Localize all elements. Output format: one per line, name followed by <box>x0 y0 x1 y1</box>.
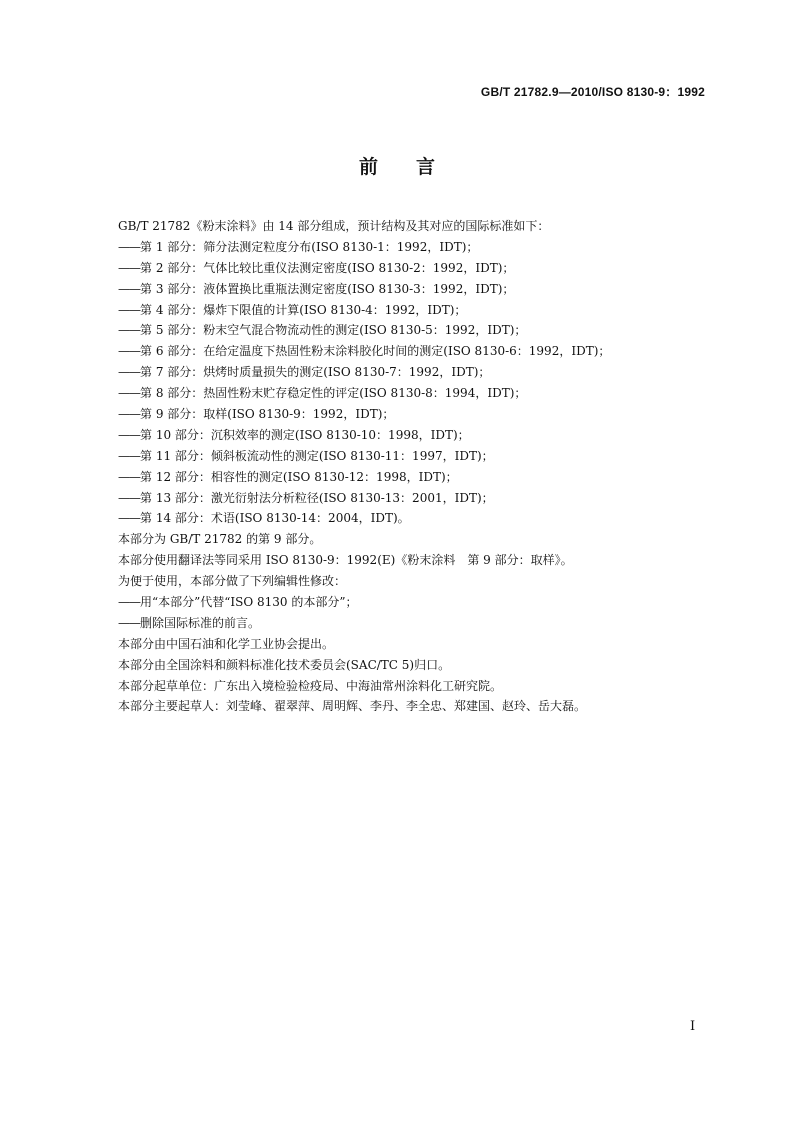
list-item <box>118 279 718 300</box>
dash-mark: —— <box>118 595 140 610</box>
foreword-body <box>118 216 718 717</box>
list-item <box>118 488 718 509</box>
list-item-text: 用“本部分”代替“ISO 8130 的本部分”； <box>140 595 358 610</box>
list-item <box>118 592 718 613</box>
list-item-text: 第 5 部分：粉末空气混合物流动性的测定(ISO 8130-5：1992，IDT)； <box>140 323 527 338</box>
list-item <box>118 467 718 488</box>
list-item-text: 删除国际标准的前言。 <box>140 615 261 630</box>
list-item-text: 第 8 部分：热固性粉末贮存稳定性的评定(ISO 8130-8：1994，IDT)； <box>140 386 527 401</box>
dash-mark: —— <box>118 511 140 526</box>
page-number: I <box>690 1019 696 1034</box>
list-item <box>118 508 718 529</box>
edit-intro-paragraph: 为便于使用，本部分做了下列编辑性修改： <box>118 574 347 589</box>
dash-mark: —— <box>118 427 140 442</box>
page-title: 前言 <box>358 156 473 178</box>
list-item <box>118 341 718 362</box>
dash-mark: —— <box>118 344 140 359</box>
drafters-paragraph: 本部分主要起草人：刘莹峰、翟翠萍、周明辉、李丹、李全忠、郑建国、赵玲、岳大磊。 <box>118 699 587 714</box>
list-item <box>118 425 718 446</box>
adoption-paragraph: 本部分使用翻译法等同采用 ISO 8130-9：1992(E)《粉末涂料 第 9 部分：取样》。 <box>118 553 573 568</box>
list-item <box>118 446 718 467</box>
drafting-units-paragraph: 本部分起草单位：广东出入境检验检疫局、中海油常州涂料化工研究院。 <box>118 678 503 693</box>
this-part-paragraph: 本部分为 GB/T 21782 的第 9 部分。 <box>118 532 322 547</box>
intro-paragraph: GB/T 21782《粉末涂料》由 14 部分组成，预计结构及其对应的国际标准如下： <box>118 219 550 233</box>
list-item-text: 第 7 部分：烘烤时质量损失的测定(ISO 8130-7：1992，IDT)； <box>140 365 491 380</box>
list-item-text: 第 1 部分：筛分法测定粒度分布(ISO 8130-1：1992，IDT)； <box>140 239 479 254</box>
dash-mark: —— <box>118 469 140 484</box>
list-item-text: 第 9 部分：取样(ISO 8130-9：1992，IDT)； <box>140 407 395 422</box>
dash-mark: —— <box>118 281 140 296</box>
list-item-text: 第 11 部分：倾斜板流动性的测定(ISO 8130-11：1997，IDT)； <box>140 448 494 463</box>
list-item-text: 第 2 部分：气体比较比重仪法测定密度(ISO 8130-2：1992，IDT)； <box>140 260 515 275</box>
list-item <box>118 237 718 258</box>
dash-mark: —— <box>118 448 140 463</box>
list-item-text: 第 4 部分：爆炸下限值的计算(ISO 8130-4：1992，IDT)； <box>140 302 467 317</box>
list-item <box>118 258 718 279</box>
list-item-text: 第 13 部分：激光衍射法分析粒径(ISO 8130-13：2001，IDT)； <box>140 490 494 505</box>
list-item-text: 第 12 部分：相容性的测定(ISO 8130-12：1998，IDT)； <box>140 469 458 484</box>
dash-mark: —— <box>118 490 140 505</box>
dash-mark: —— <box>118 386 140 401</box>
list-item <box>118 300 718 321</box>
centralized-by-paragraph: 本部分由全国涂料和颜料标准化技术委员会(SAC/TC 5)归口。 <box>118 657 451 672</box>
standard-code: GB/T 21782.9—2010/ISO 8130-9：1992 <box>480 85 705 99</box>
dash-mark: —— <box>118 365 140 380</box>
list-item <box>118 320 718 341</box>
list-item-text: 第 3 部分：液体置换比重瓶法测定密度(ISO 8130-3：1992，IDT)； <box>140 281 515 296</box>
list-item <box>118 404 718 425</box>
proposed-by-paragraph: 本部分由中国石油和化学工业协会提出。 <box>118 636 335 651</box>
dash-mark: —— <box>118 615 140 630</box>
list-item <box>118 613 718 634</box>
list-item <box>118 383 718 404</box>
dash-mark: —— <box>118 302 140 317</box>
parts-list <box>118 237 718 529</box>
list-item-text: 第 6 部分：在给定温度下热固性粉末涂料胶化时间的测定(ISO 8130-6：1992，IDT)； <box>140 344 611 359</box>
dash-mark: —— <box>118 323 140 338</box>
dash-mark: —— <box>118 407 140 422</box>
edits-list <box>118 592 718 634</box>
dash-mark: —— <box>118 239 140 254</box>
list-item <box>118 362 718 383</box>
list-item-text: 第 10 部分：沉积效率的测定(ISO 8130-10：1998，IDT)； <box>140 427 470 442</box>
dash-mark: —— <box>118 260 140 275</box>
list-item-text: 第 14 部分：术语(ISO 8130-14：2004，IDT)。 <box>140 511 410 526</box>
